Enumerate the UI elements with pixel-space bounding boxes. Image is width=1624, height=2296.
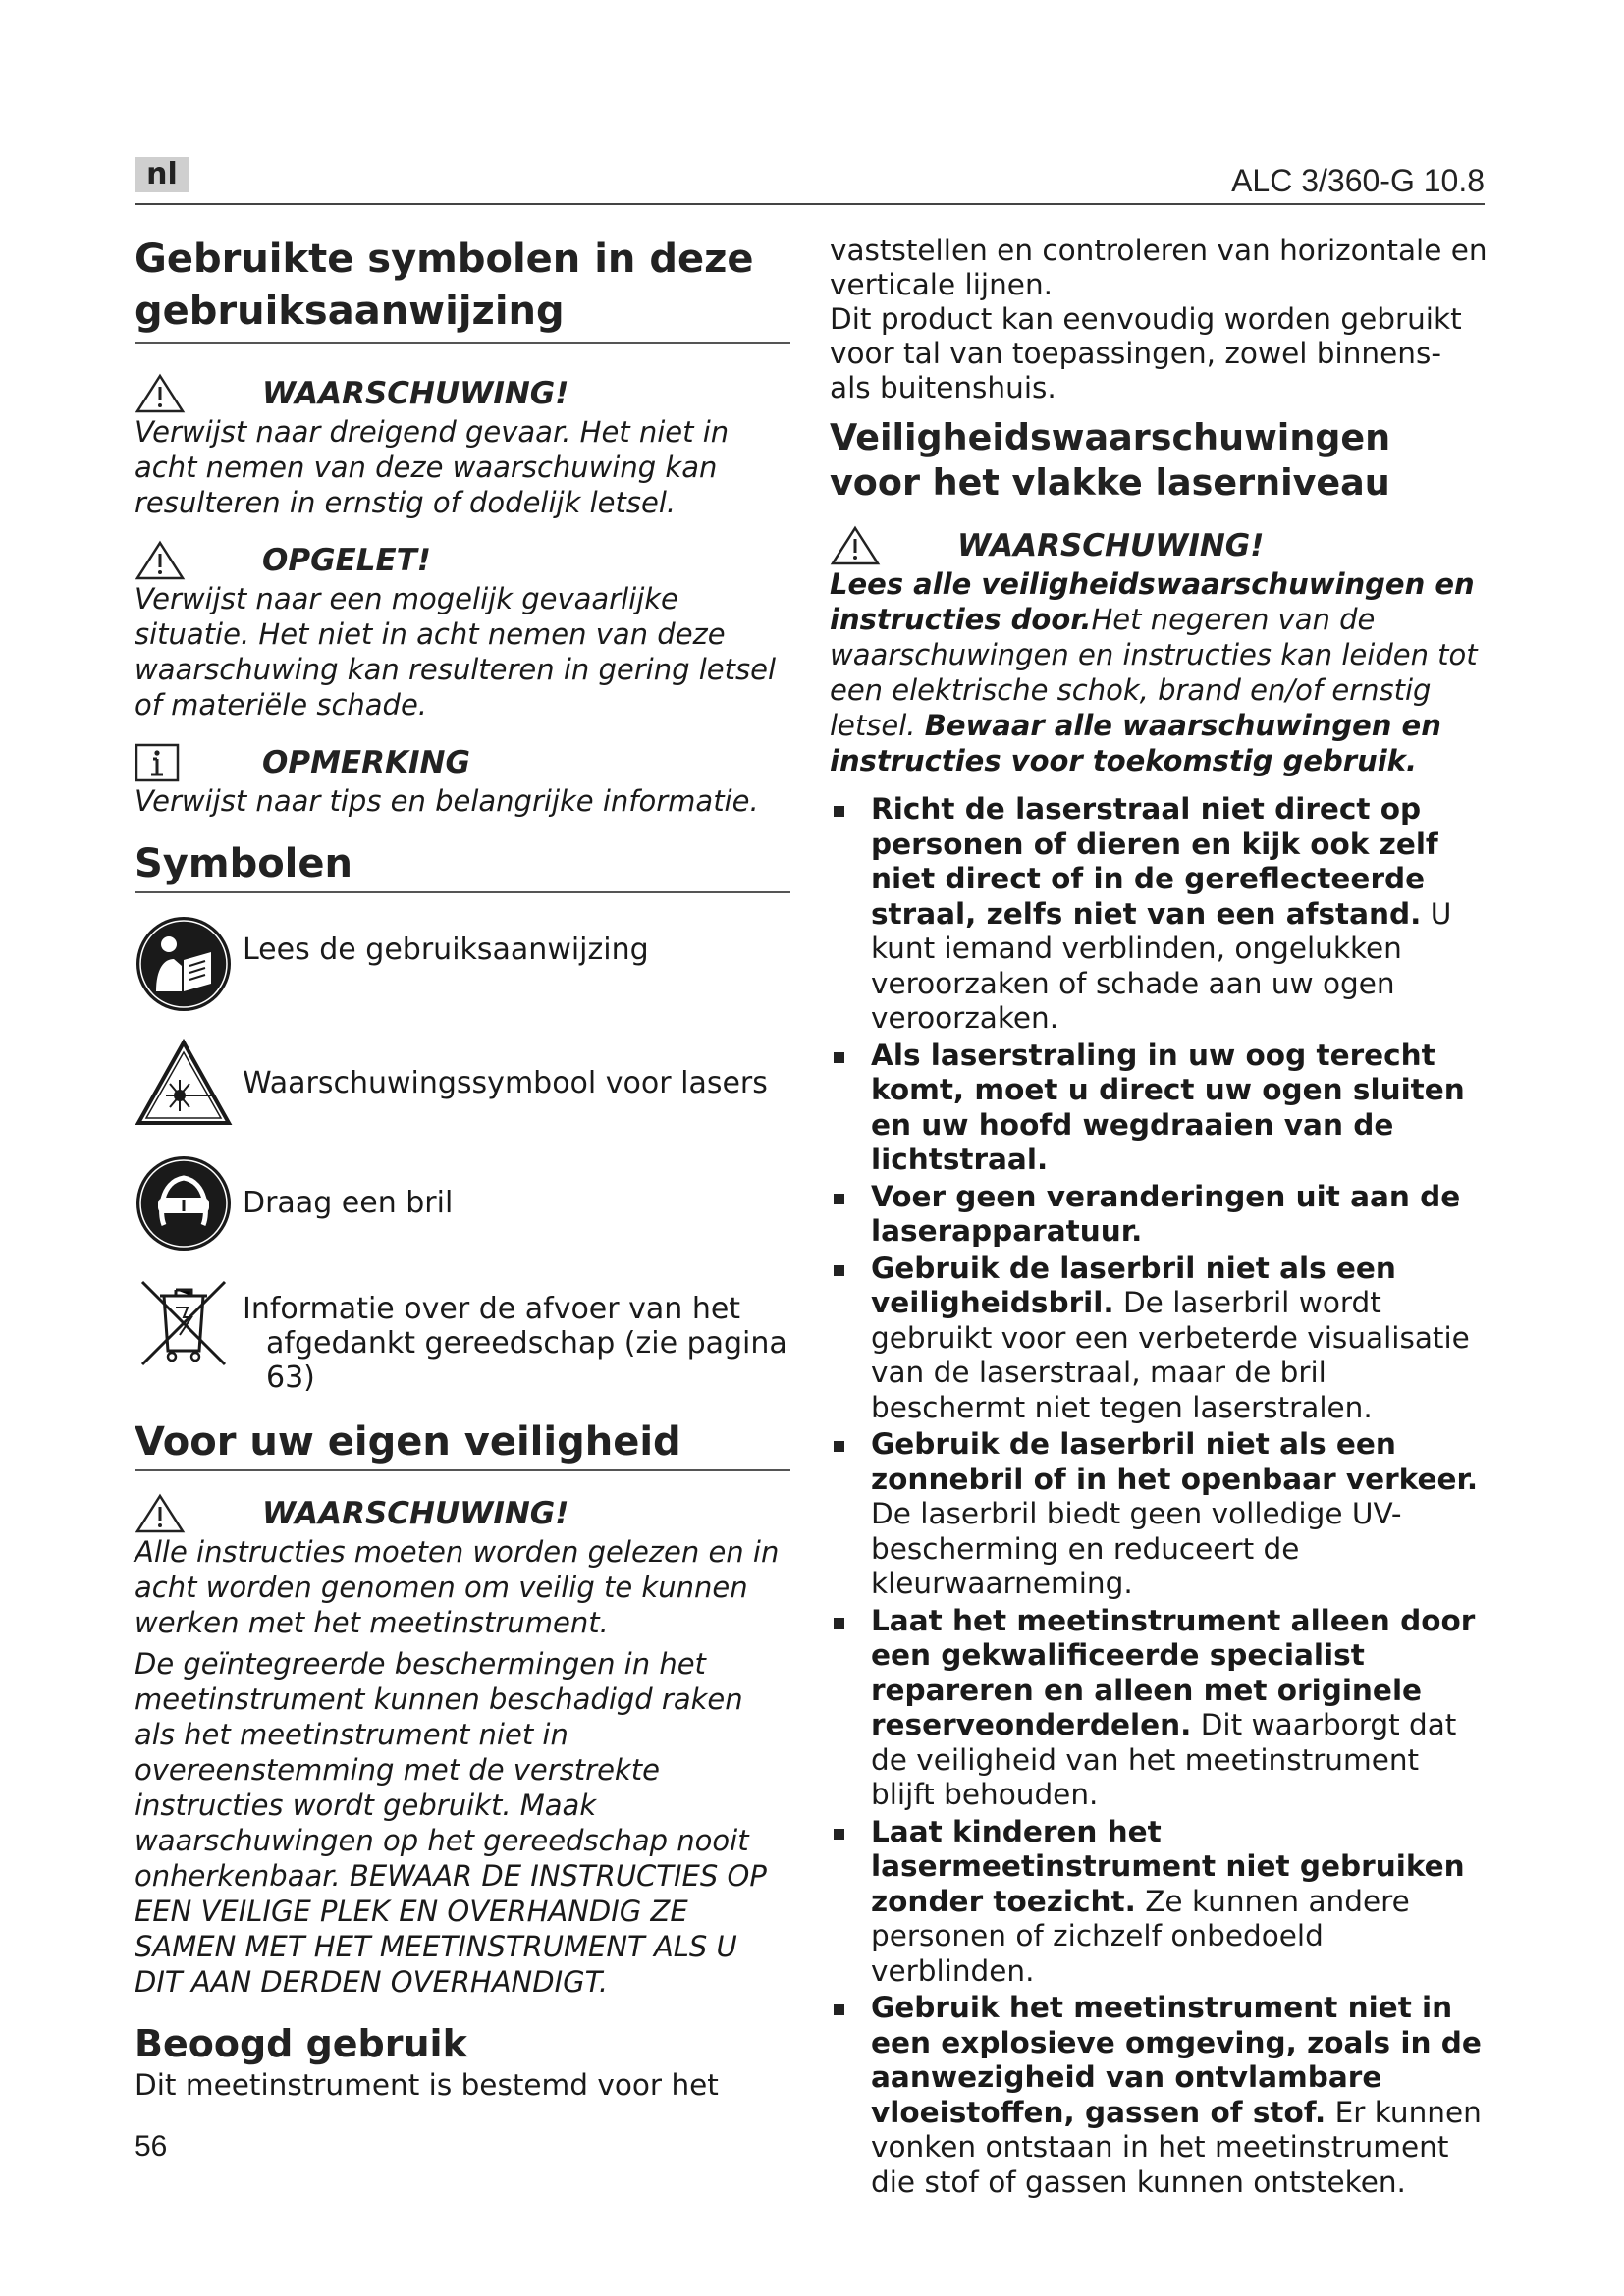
caution-word: OPGELET! [262,543,431,578]
symbol-row-manual [135,915,790,1013]
warning-triangle-icon [135,1493,193,1534]
note-word: OPMERKING [262,745,470,780]
laser-warning-icon [135,1035,233,1133]
symbol-text-line: Informatie over de afvoer van het [243,1292,741,1326]
list-item-text: Er kunnen vonken ontstaan in het meetinstrument die stof of gassen kunnen ontsteken. [871,2095,1482,2199]
language-badge: nl [135,157,189,192]
read-manual-icon [135,915,233,1013]
laser-warning-bold-2: Bewaar alle waarschuwingen en instructies voor toekomstig gebruik. [830,709,1441,777]
list-item-text: Dit waarborgt dat de veiligheid van het meetinstrument blijft behouden. [871,1708,1457,1811]
list-item [830,1991,1488,2200]
section-title-symbols-in-manual: Gebruikte symbolen in deze gebruiksaanwijzing [135,234,790,344]
section-title-symbols: Symbolen [135,838,790,893]
page-number: 56 [135,2130,168,2163]
wear-goggles-icon [135,1154,233,1253]
laser-warning-italic: Het negeren van de waarschuwingen en instructies kan leiden tot een elektrische schok, brand en/of ernstig letsel. [830,603,1478,742]
symbol-text: Waarschuwingssymbool voor lasers [243,1066,768,1100]
laser-warning-text [830,566,1488,778]
note-text: Verwijst naar tips en belangrijke informatie. [135,784,759,818]
section-title-laser-safety: Veiligheidswaarschuwingen voor het vlakke laserniveau [830,416,1391,504]
list-item-bold: Laat kinderen het lasermeetinstrument niet gebruiken zonder toezicht. [871,1814,1465,1918]
right-column [830,234,1488,2202]
list-item-text: De laserbril biedt geen volledige UV-bescherming en reduceert de kleurwaarneming. [871,1497,1402,1600]
warning-triangle-icon [135,373,193,414]
list-item-bold: Gebruik de laserbril niet als een veiligheidsbril. [871,1251,1396,1319]
list-item [830,1815,1488,1990]
laser-warning-bold-1: Lees alle veiligheidswaarschuwingen en instructies door. [830,567,1475,636]
symbol-row-laser [135,1035,790,1133]
warning-heading [135,373,790,414]
laser-warning-heading [830,525,1488,566]
list-item-bold: Als laserstraling in uw oog terecht komt, moet u direct uw ogen sluiten en uw hoofd wegdraaien van de lichtstraal. [871,1038,1465,1176]
warning-word: WAARSCHUWING! [262,1496,569,1531]
symbol-text-line: afgedankt gereedschap (zie pagina [266,1326,787,1361]
safety-warning-text-1: Alle instructies moeten worden gelezen en in acht worden genomen om veilig te kunnen werken met het meetinstrument. [135,1535,780,1639]
symbol-text: Draag een bril [243,1186,454,1220]
list-item [830,1604,1488,1813]
caution-heading [135,540,790,581]
list-item [830,1039,1488,1178]
list-item [830,792,1488,1037]
list-item-bold: Gebruik het meetinstrument niet in een explosieve omgeving, zoals in de aanwezigheid van ontvlambare vloeistoffen, gassen of stof. [871,1991,1482,2129]
list-item-text: U kunt iemand verblinden, ongelukken veroorzaken of schade aan uw ogen veroorzaken. [871,896,1452,1035]
left-column [135,234,790,2103]
header-divider [135,203,1485,205]
warning-triangle-icon [830,525,889,566]
list-item-text: Ze kunnen andere personen of zichzelf onbedoeld verblinden. [871,1884,1410,1988]
warning-text: Verwijst naar dreigend gevaar. Het niet in acht nemen van deze waarschuwing kan resulteren in ernstig of dodelijk letsel. [135,415,730,519]
list-item [830,1427,1488,1602]
intended-use-continued: vaststellen en controleren van horizontale en verticale lijnen. [830,234,1488,301]
symbol-row-goggles [135,1154,790,1253]
safety-warning-text-2: De geïntegreerde beschermingen in het meetinstrument kunnen beschadigd raken als het meetinstrument niet in overeenstemming met de verstrekte instructies wordt gebruikt. Maak waarschuwingen op het gereedschap nooit onherkenbaar. BEWAAR DE INSTRUCTIES OP EEN VEILIGE PLEK EN OVERHANDIG ZE SAMEN MET HET MEETINSTRUMENT ALS U DIT AAN DERDEN OVERHANDIGT. [135,1647,767,1999]
list-item-text: De laserbril wordt gebruikt voor een verbeterde visualisatie van de laserstraal, maar de bril beschermt niet tegen laserstralen. [871,1286,1470,1424]
section-title-intended-use: Beoogd gebruik [135,2022,467,2065]
laser-safety-list [830,792,1488,2200]
note-heading [135,742,790,783]
list-item-bold: Gebruik de laserbril niet als een zonnebril of in het openbaar verkeer. [871,1427,1479,1496]
intended-use-paragraph-2: Dit product kan eenvoudig worden gebruikt voor tal van toepassingen, zowel binnens- als buitenshuis. [830,302,1462,404]
list-item [830,1180,1488,1250]
safety-warning-heading [135,1493,790,1534]
list-item [830,1252,1488,1426]
section-title-own-safety: Voor uw eigen veiligheid [135,1416,790,1471]
model-name: ALC 3/360-G 10.8 [1231,163,1485,198]
warning-word: WAARSCHUWING! [262,376,569,411]
list-item-bold: Richt de laserstraal niet direct op personen of dieren en kijk ook zelf niet direct of in de gereflecteerde straal, zelfs niet van een afstand. [871,792,1438,931]
list-item-bold: Laat het meetinstrument alleen door een gekwalificeerde specialist repareren en alleen met originele reserveonderdelen. [871,1603,1476,1741]
symbol-row-disposal [135,1274,790,1395]
warning-word: WAARSCHUWING! [957,528,1265,563]
list-item-bold: Voer geen veranderingen uit aan de laserapparatuur. [871,1179,1461,1248]
warning-triangle-icon [135,540,193,581]
crossed-bin-icon [135,1274,233,1372]
intended-use-text: Dit meetinstrument is bestemd voor het [135,2068,719,2102]
symbol-text-disposal [233,1274,787,1395]
caution-text: Verwijst naar een mogelijk gevaarlijke situatie. Het niet in acht nemen van deze waarschuwing kan resulteren in gering letsel of materiële schade. [135,582,776,721]
symbol-text-line: 63) [266,1361,315,1395]
symbol-text: Lees de gebruiksaanwijzing [243,933,649,967]
info-icon [135,742,193,783]
